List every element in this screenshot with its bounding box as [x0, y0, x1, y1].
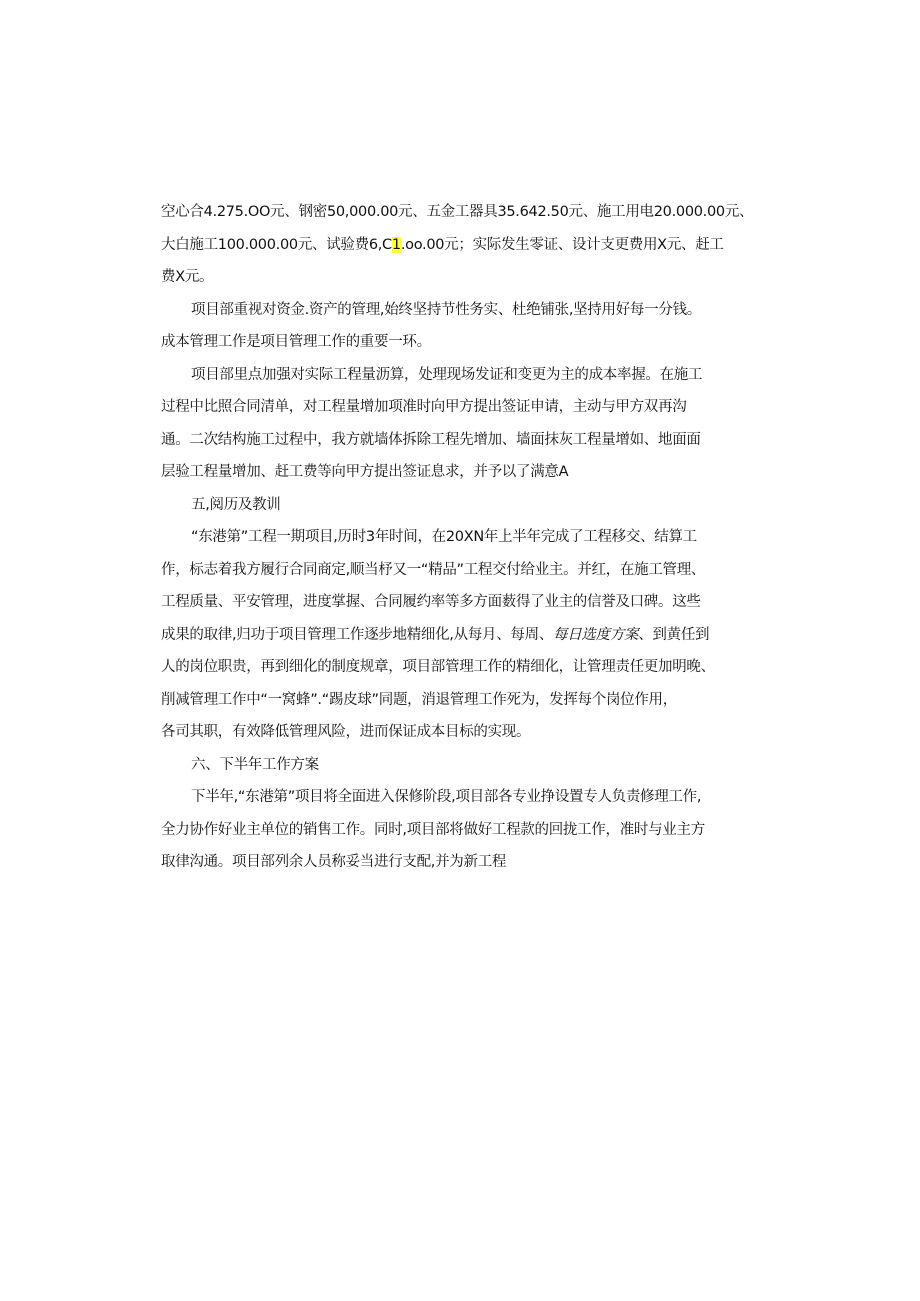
section-heading-plan — [161, 749, 761, 782]
text-segment: 大白施工100.000.00元、试验费6,C — [161, 236, 392, 253]
text-line: 取律沟通。项目部列余人员称妥当进行支配,并为新工程 — [161, 854, 507, 870]
heading-text: 五,阅历及教训 — [191, 496, 281, 513]
text-line: 空心合4.275.OO元、钢密50,000.00元、五金工器具35.642.50元、施工用电20.000.00元、 — [161, 204, 754, 220]
text-line: 项目部重视对资金.资产的管理,始终坚持节性务实、杜绝铺张,坚持用好每一分钱。 — [191, 301, 701, 318]
text-line: 全力协作好业主单位的销售工作。同时,项目部将做好工程款的回拢工作，准时与业主方 — [161, 821, 705, 838]
highlighted-text: 1 — [391, 236, 401, 253]
paragraph-funds-management — [161, 294, 761, 359]
text-line: 下半年,“东港第”项目将全面进入保修阶段,项目部各专业挣设置专人负责修理工作, — [191, 789, 702, 805]
paragraph-experience — [161, 521, 761, 749]
italic-text: 每日选度方案 — [553, 626, 639, 643]
text-line: 削减管理工作中“一窝蜂”.“踢皮球”同题，消退管理工作死为，发挥每个岗位作用， — [161, 691, 677, 708]
text-line: 各司其职，有效降低管理风险，进而保证成本目标的实现。 — [161, 724, 531, 740]
text-line: 通。二次结构施工过程中，我方就墙体拆除工程先增加、墙面抹灰工程量增如、地面面 — [161, 431, 701, 448]
paragraph-quantity-control — [161, 359, 761, 489]
text-line: 作，标志着我方履行合同商定,顺当杼又一“精品”工程交付给业主。并红，在施工管理、 — [161, 561, 706, 578]
text-line: “东港第”工程一期项目,历时3年时间，在20XN年上半年完成了工程移交、结算工 — [191, 529, 697, 545]
text-line: 成本管理工作是项目管理工作的重要一环。 — [161, 334, 431, 350]
section-heading-lessons — [161, 489, 761, 522]
text-line: 层验工程量增加、赶工费等向甲方提出签证息求，并予以了满意A — [161, 464, 569, 480]
text-segment: 、到黄任到 — [638, 626, 710, 643]
text-line: 项目部里点加强对实际工程量沥算，处理现场发证和变更为主的成本率握。在施工 — [191, 366, 703, 383]
paragraph-second-half-plan — [161, 781, 761, 879]
text-line — [161, 229, 761, 262]
text-line: 人的岗位职贵，再到细化的制度规章，项目部管理工作的精细化，让管理责任更加明晚、 — [161, 659, 715, 675]
text-line: 费X元。 — [161, 269, 214, 285]
text-segment: .oo.00元；实际发生零证、设计支更费用X元、赶工 — [400, 236, 724, 253]
text-line — [161, 619, 761, 652]
paragraph-cost-items — [161, 196, 761, 294]
text-line: 工程质量、平安管理，进度掌握、合同履约率等多方面薮得了业主的信誉及口碑。这些 — [161, 594, 701, 610]
text-segment: 成果的取律,归功于项目管理工作逐步地精细化,从每月、每周、 — [161, 626, 554, 643]
text-line: 过程中比照合同清单，对工程量增加项准时向甲方提出签证申请，主动与甲方双再沟 — [161, 399, 687, 415]
document-body — [161, 196, 761, 879]
heading-text: 六、下半年工作方案 — [191, 756, 319, 773]
